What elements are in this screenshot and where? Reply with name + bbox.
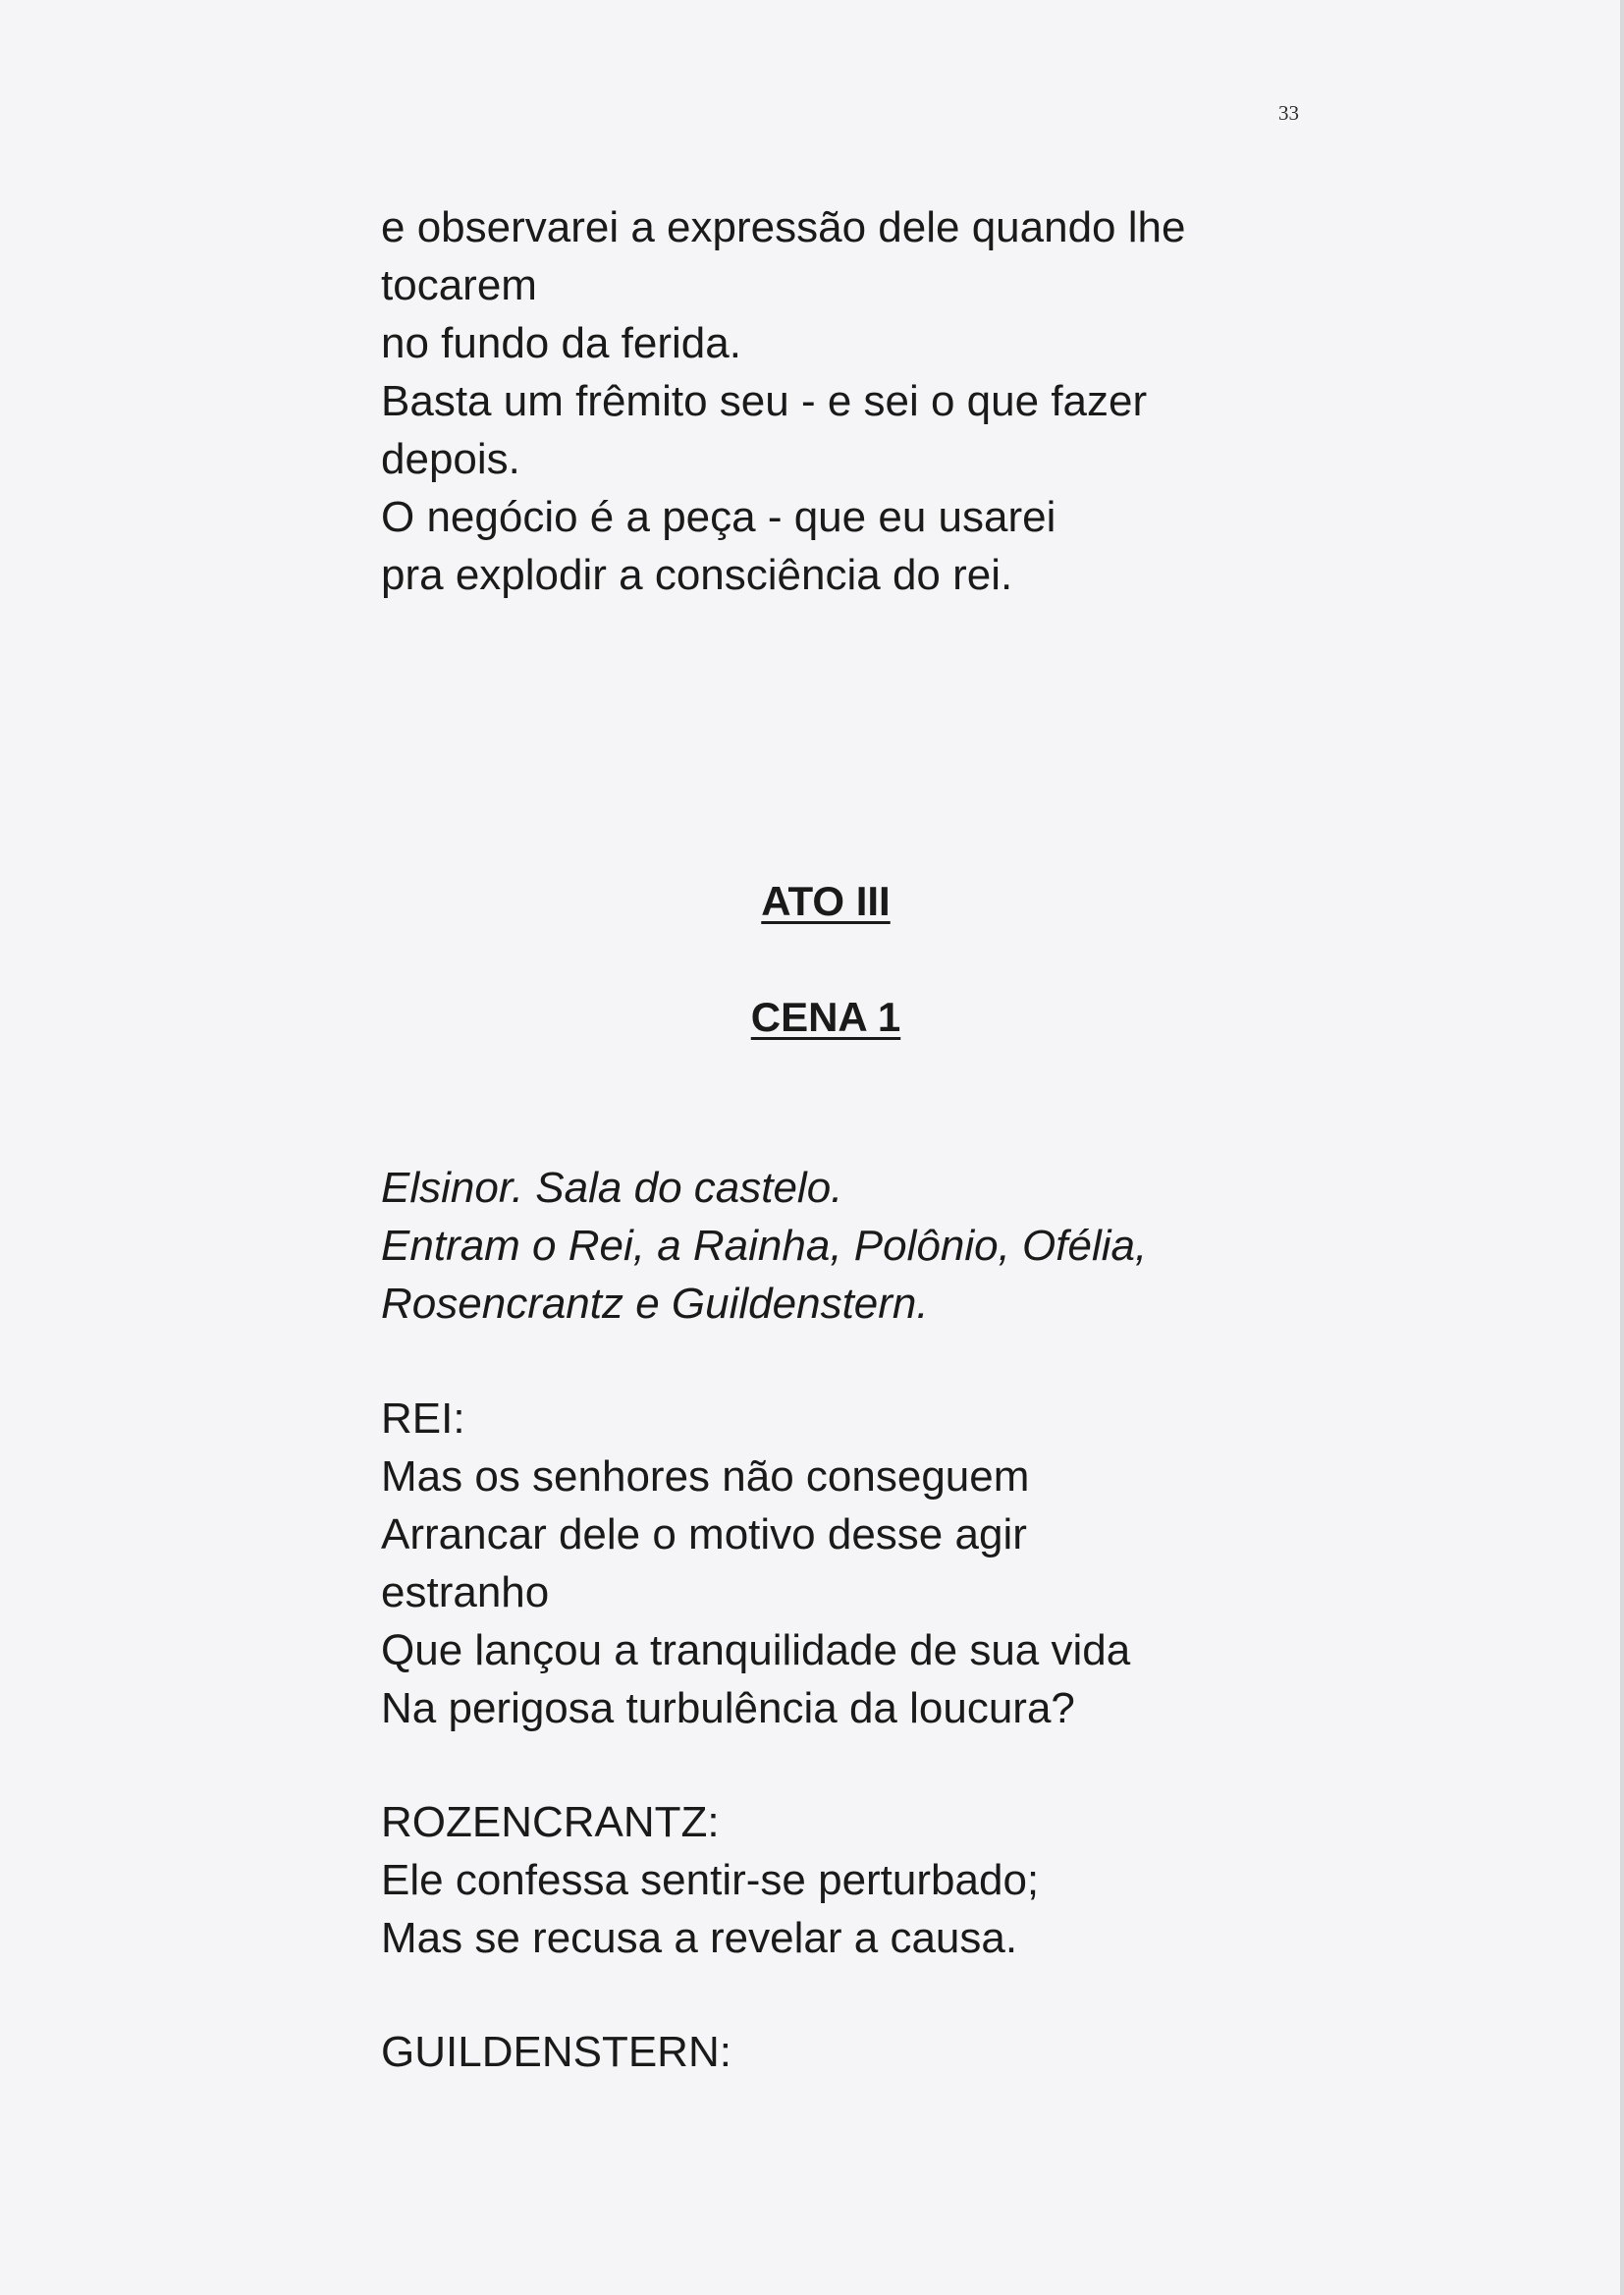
verse-line: tocarem (381, 261, 537, 309)
speech-rei (381, 1390, 1130, 1737)
verse-line: O negócio é a peça - que eu usarei (381, 493, 1056, 541)
verse-line: e observarei a expressão dele quando lhe (381, 203, 1186, 251)
page-edge (1620, 0, 1624, 2295)
act-heading (14, 878, 1624, 925)
speech-line: Na perigosa turbulência da loucura? (381, 1684, 1075, 1732)
stage-direction-line: Entram o Rei, a Rainha, Polônio, Ofélia, (381, 1222, 1148, 1270)
verse-line: no fundo da ferida. (381, 319, 741, 367)
speaker-name: REI: (381, 1394, 465, 1443)
verse-line: Basta um frêmito seu - e sei o que fazer (381, 377, 1148, 425)
speech-guildenstern (381, 2023, 731, 2081)
speech-rozencrantz (381, 1793, 1039, 1967)
scene-heading-text: CENA 1 (750, 994, 901, 1040)
page-number: 33 (1278, 101, 1299, 125)
act-heading-text: ATO III (761, 878, 891, 924)
scene-heading (14, 994, 1624, 1041)
speech-line: Que lançou a tranquilidade de sua vida (381, 1626, 1131, 1674)
speaker-name: GUILDENSTERN: (381, 2028, 731, 2076)
verse-block (381, 198, 1185, 604)
stage-direction-line: Rosencrantz e Guildenstern. (381, 1280, 929, 1328)
stage-direction (381, 1159, 1147, 1333)
stage-direction-line: Elsinor. Sala do castelo. (381, 1164, 843, 1212)
speech-line: Ele confessa sentir-se perturbado; (381, 1856, 1040, 1904)
speaker-name: ROZENCRANTZ: (381, 1798, 720, 1846)
speech-line: estranho (381, 1568, 550, 1616)
verse-line: pra explodir a consciência do rei. (381, 551, 1013, 599)
speech-line: Arrancar dele o motivo desse agir (381, 1510, 1027, 1558)
speech-line: Mas os senhores não conseguem (381, 1452, 1030, 1501)
speech-line: Mas se recusa a revelar a causa. (381, 1914, 1018, 1962)
verse-line: depois. (381, 435, 520, 483)
